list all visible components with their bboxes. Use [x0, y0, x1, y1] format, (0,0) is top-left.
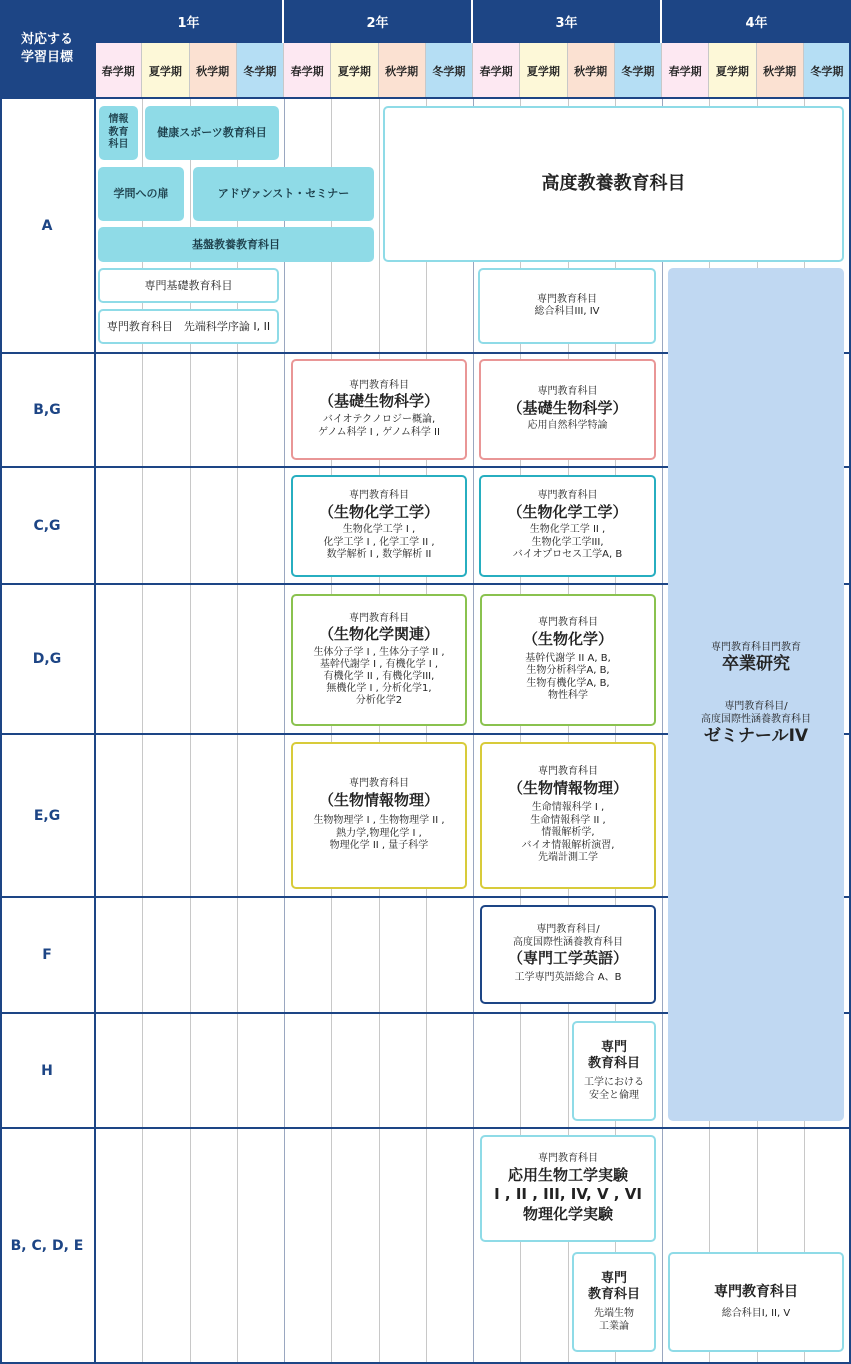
course-senmon-kiso: 専門基礎教育科目: [98, 268, 279, 303]
course-joho: 情報 教育 科目: [99, 106, 138, 160]
row-label-a: A: [41, 217, 53, 234]
course-dg-year3: [480, 594, 656, 726]
year-4-header: 4年: [662, 0, 851, 43]
course-head: 専門教育科目: [349, 379, 409, 391]
course-sub: 生命情報科学 I , 生命情報科学 II , 情報解析学, バイオ情報解析演習, 先端計測工学: [521, 802, 615, 864]
course-head: 専門教育科目: [349, 612, 409, 624]
course-sub: 生物化学工学 I , 化学工学 I , 化学工学 II , 数学解析 I , 数学解析 II: [323, 524, 435, 561]
course-sogo-year4: [668, 1252, 844, 1352]
course-cg-year3: [479, 475, 656, 577]
course-sub: 総合科目III, IV: [534, 306, 600, 317]
course-title: 卒業研究: [722, 654, 790, 674]
course-title: 応用生物工学実験 I , II , III, IV, V , VI 物理化学実験: [494, 1165, 642, 1223]
course-dg-year2: [291, 594, 467, 726]
grid-line: [473, 98, 474, 1364]
course-gakumon: 学問への扉: [98, 167, 184, 221]
course-bg-year3: [479, 359, 656, 460]
course-sub: 生物化学工学 II , 生物化学工学III, バイオプロセス工学A, B: [512, 524, 623, 561]
semester-header: 冬学期: [615, 43, 662, 98]
left-border: [0, 0, 2, 1364]
course-title: （専門工学英語）: [507, 949, 628, 968]
course-head: 専門教育科目/ 高度国際性涵養教育科目: [513, 924, 623, 948]
course-head: 専門教育科目: [537, 386, 598, 398]
course-sub: 基幹代謝学 II A, B, 生物分析科学A, B, 生物有機化学A, B, 物性科学: [525, 652, 611, 702]
semester-header: 春学期: [473, 43, 520, 98]
semester-header: 夏学期: [331, 43, 378, 98]
semester-header: 春学期: [284, 43, 331, 98]
year-1-header: 1年: [95, 0, 283, 43]
row-label-h: H: [41, 1062, 53, 1079]
course-f-year3: [480, 905, 656, 1004]
semester-header: 春学期: [95, 43, 142, 98]
course-title: （生物化学）: [522, 629, 613, 648]
row-separator: [0, 97, 851, 99]
row-label-dg: D,G: [32, 651, 62, 667]
course-sub: 生物物理学 I , 生物物理学 II , 熱力学,物理化学 I , 物理化学 II , 量子科学: [313, 815, 445, 852]
course-head: 専門教育科目門教育: [711, 641, 801, 653]
year-3-header: 3年: [473, 0, 661, 43]
row-separator: [0, 1127, 851, 1129]
course-kenko: 健康スポーツ教育科目: [145, 106, 279, 160]
course-head: 専門教育科目: [349, 490, 409, 502]
course-sub: 工学専門英語総合 A、B: [514, 972, 622, 984]
semester-header: 夏学期: [709, 43, 756, 98]
semester-header: 冬学期: [804, 43, 851, 98]
course-jikken: [480, 1135, 656, 1242]
course-sub: バイオテクノロジー概論, ゲノム科学 I , ゲノム科学 II: [318, 414, 440, 438]
course-title: （生物化学工学）: [318, 502, 439, 521]
course-sub: 先端生物 工業論: [594, 1308, 634, 1332]
course-head: 専門教育科目: [538, 1153, 598, 1164]
year-2-header: 2年: [284, 0, 472, 43]
corner-header: 対応する 学習目標: [0, 0, 94, 98]
course-sub: 総合科目I, II, V: [721, 1307, 791, 1319]
course-sub: 工学における 安全と倫理: [584, 1077, 644, 1101]
grid-line: [426, 98, 427, 1364]
course-head: 専門教育科目: [537, 490, 598, 502]
semester-header: 冬学期: [426, 43, 473, 98]
row-label-f: F: [42, 947, 52, 963]
course-title: 専門 教育科目: [587, 1039, 640, 1071]
semester-header: 夏学期: [142, 43, 189, 98]
row-label-cg: C,G: [33, 517, 61, 534]
row-label-bcde: B, C, D, E: [10, 1238, 84, 1254]
semester-header: 秋学期: [379, 43, 426, 98]
course-sotsugyo-kenkyu: [668, 268, 844, 1121]
course-eg-year3: [480, 742, 656, 889]
semester-header: 冬学期: [237, 43, 284, 98]
course-h-year3: [572, 1021, 656, 1121]
semester-header: 秋学期: [190, 43, 237, 98]
course-head: 専門教育科目: [349, 778, 409, 790]
row-label-bg: B,G: [33, 402, 61, 418]
course-head: 専門教育科目: [538, 766, 598, 778]
course-sogo-3-4: [478, 268, 656, 344]
course-kodo-kyoyo: 高度教養教育科目: [383, 106, 844, 262]
course-sentan-joron: 専門教育科目 先端科学序論 I, II: [98, 309, 279, 344]
course-head: 専門教育科目: [538, 617, 598, 629]
course-title: 専門 教育科目: [587, 1270, 640, 1302]
course-head: 専門教育科目/ 高度国際性涵養教育科目: [701, 701, 811, 725]
course-sentan-seibutsu: [572, 1252, 656, 1352]
course-bg-year2: [291, 359, 467, 460]
semester-header: 夏学期: [520, 43, 567, 98]
label-column-divider: [94, 0, 96, 1364]
course-kiban: 基盤教養教育科目: [98, 227, 374, 262]
course-eg-year2: [291, 742, 467, 889]
grid-line: [379, 98, 380, 1364]
course-title: （基礎生物科学）: [507, 398, 628, 417]
course-title: （生物化学工学）: [507, 502, 628, 521]
semester-header: 春学期: [662, 43, 709, 98]
course-title: ゼミナールIV: [703, 726, 809, 747]
row-label-eg: E,G: [33, 807, 61, 824]
grid-line: [331, 98, 332, 1364]
course-sub: 生体分子学 I , 生体分子学 II , 基幹代謝学 I , 有機化学 I , 有機化学 II , 有機化学III, 無機化学 I , 分析化学1, 分析化学2: [313, 647, 445, 707]
grid-line: [662, 98, 663, 1364]
course-title: （生物化学関連）: [318, 625, 439, 644]
course-title: （生物情報物理）: [507, 778, 628, 797]
course-cg-year2: [291, 475, 467, 577]
course-title: 専門教育科目: [714, 1284, 798, 1300]
course-title: （基礎生物科学）: [318, 392, 439, 411]
course-advanced-seminar: アドヴァンスト・セミナー: [193, 167, 374, 221]
course-head: 専門教育科目: [537, 293, 597, 305]
semester-header: 秋学期: [757, 43, 804, 98]
course-sub: 応用自然科学特論: [527, 420, 608, 432]
course-title: （生物情報物理）: [318, 790, 439, 809]
grid-line: [284, 98, 285, 1364]
semester-header: 秋学期: [568, 43, 615, 98]
